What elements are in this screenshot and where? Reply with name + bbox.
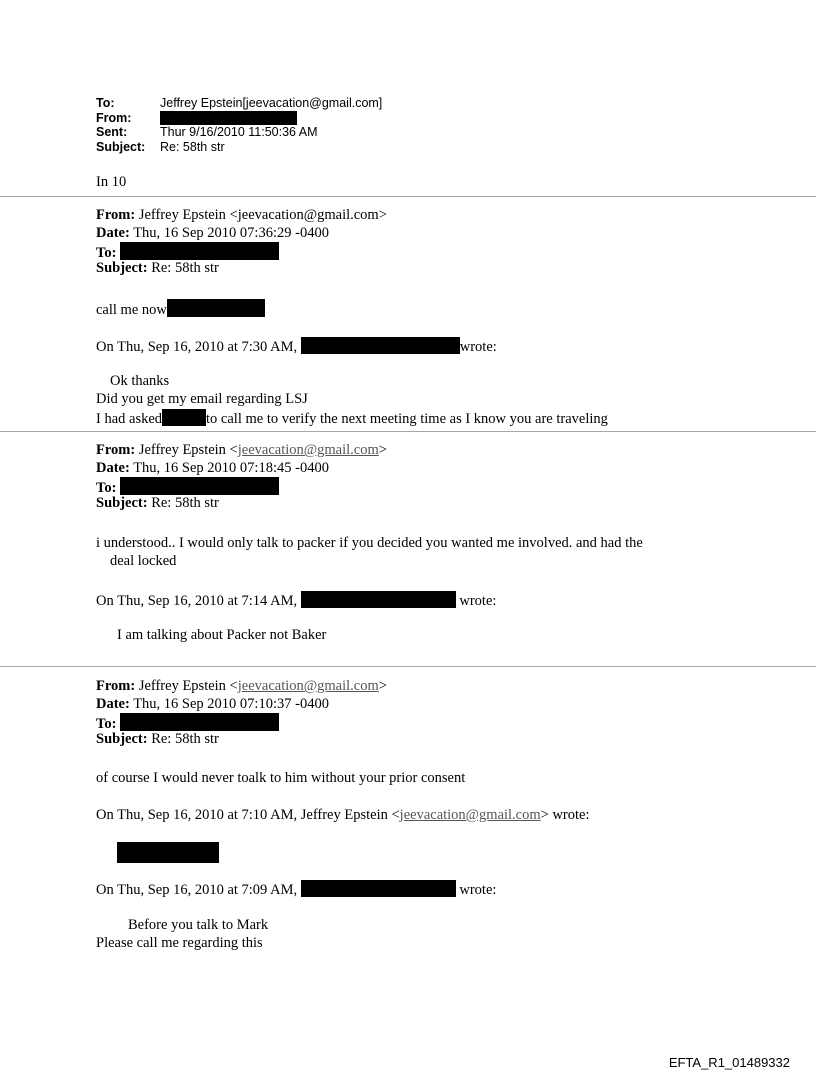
message-body: of course I would never toalk to him without your prior consent (96, 770, 466, 786)
from-value: Jeffrey Epstein <jeevacation@gmail.com> (138, 207, 387, 223)
to-label: To: (96, 716, 117, 733)
redaction-box (301, 337, 460, 354)
redaction-box (301, 591, 456, 608)
separator (0, 666, 816, 667)
email-link[interactable]: jeevacation@gmail.com (399, 807, 541, 823)
quoted-line: Please call me regarding this (96, 935, 263, 951)
quoted-line: Did you get my email regarding LSJ (96, 391, 308, 407)
email-link[interactable]: jeevacation@gmail.com (237, 678, 379, 694)
to-label: To: (96, 245, 117, 262)
redaction-box (167, 299, 265, 317)
redaction-box (117, 842, 219, 863)
sent-label: Sent: (96, 125, 128, 139)
quoted-line: I am talking about Packer not Baker (117, 627, 327, 643)
separator (0, 196, 816, 197)
from-label: From: (96, 678, 136, 694)
quoted-line: Ok thanks (110, 373, 170, 389)
redaction-box (162, 409, 206, 426)
date-label: Date: (96, 224, 130, 241)
to-label: To: (96, 480, 117, 497)
separator (0, 431, 816, 432)
quoted-line: I had asked to call me to verify the next meeting time as I know you are traveling (96, 411, 608, 427)
message-body: deal locked (110, 553, 177, 569)
message-body: call me now (96, 299, 265, 319)
email-header (96, 96, 382, 154)
from-label: From: (96, 110, 132, 125)
to-label: To: (96, 96, 115, 110)
subject-label: Subject: (96, 139, 146, 154)
message-body: i understood.. I would only talk to packer if you decided you wanted me involved. and had the (96, 535, 643, 551)
reply-body: In 10 (96, 174, 127, 190)
to-value: Jeffrey Epstein[jeevacation@gmail.com] (160, 96, 383, 110)
subject-label: Subject: (96, 259, 148, 276)
date-value: Thu, 16 Sep 2010 07:10:37 -0400 (133, 695, 329, 712)
from-label: From: (96, 207, 136, 223)
quote-attribution: On Thu, Sep 16, 2010 at 7:14 AM, wrote: (96, 593, 497, 609)
subject-value: Re: 58th str (151, 259, 219, 276)
redaction-box (120, 477, 279, 495)
message-header: From: Jeffrey Epstein <jeevacation@gmail.com> Date: Thu, 16 Sep 2010 07:18:45 -0400 To: Subject: Re: 58th str (96, 442, 387, 511)
redaction-box (120, 242, 279, 260)
sent-value: Thur 9/16/2010 11:50:36 AM (160, 125, 318, 139)
message-header: From: Jeffrey Epstein <jeevacation@gmail.com> Date: Thu, 16 Sep 2010 07:10:37 -0400 To: Subject: Re: 58th str (96, 678, 387, 747)
quote-attribution: On Thu, Sep 16, 2010 at 7:09 AM, wrote: (96, 882, 497, 898)
date-value: Thu, 16 Sep 2010 07:36:29 -0400 (133, 224, 329, 241)
date-label: Date: (96, 459, 130, 476)
from-label: From: (96, 442, 136, 458)
redaction-box (301, 880, 456, 897)
quote-attribution: On Thu, Sep 16, 2010 at 7:30 AM, wrote: (96, 339, 497, 355)
date-value: Thu, 16 Sep 2010 07:18:45 -0400 (133, 459, 329, 476)
subject-value: Re: 58th str (160, 139, 225, 154)
quoted-line: Before you talk to Mark (128, 917, 269, 933)
document-id: EFTA_R1_01489332 (668, 1055, 790, 1070)
redaction-box (120, 713, 279, 731)
quote-attribution: On Thu, Sep 16, 2010 at 7:10 AM, Jeffrey Epstein <jeevacation@gmail.com> wrote: (96, 807, 590, 823)
message-header (96, 207, 387, 277)
subject-value: Re: 58th str (151, 730, 219, 747)
date-label: Date: (96, 695, 130, 712)
subject-value: Re: 58th str (151, 494, 219, 511)
redaction-box (160, 111, 297, 125)
email-link[interactable]: jeevacation@gmail.com (237, 442, 379, 458)
subject-label: Subject: (96, 730, 148, 747)
subject-label: Subject: (96, 494, 148, 511)
